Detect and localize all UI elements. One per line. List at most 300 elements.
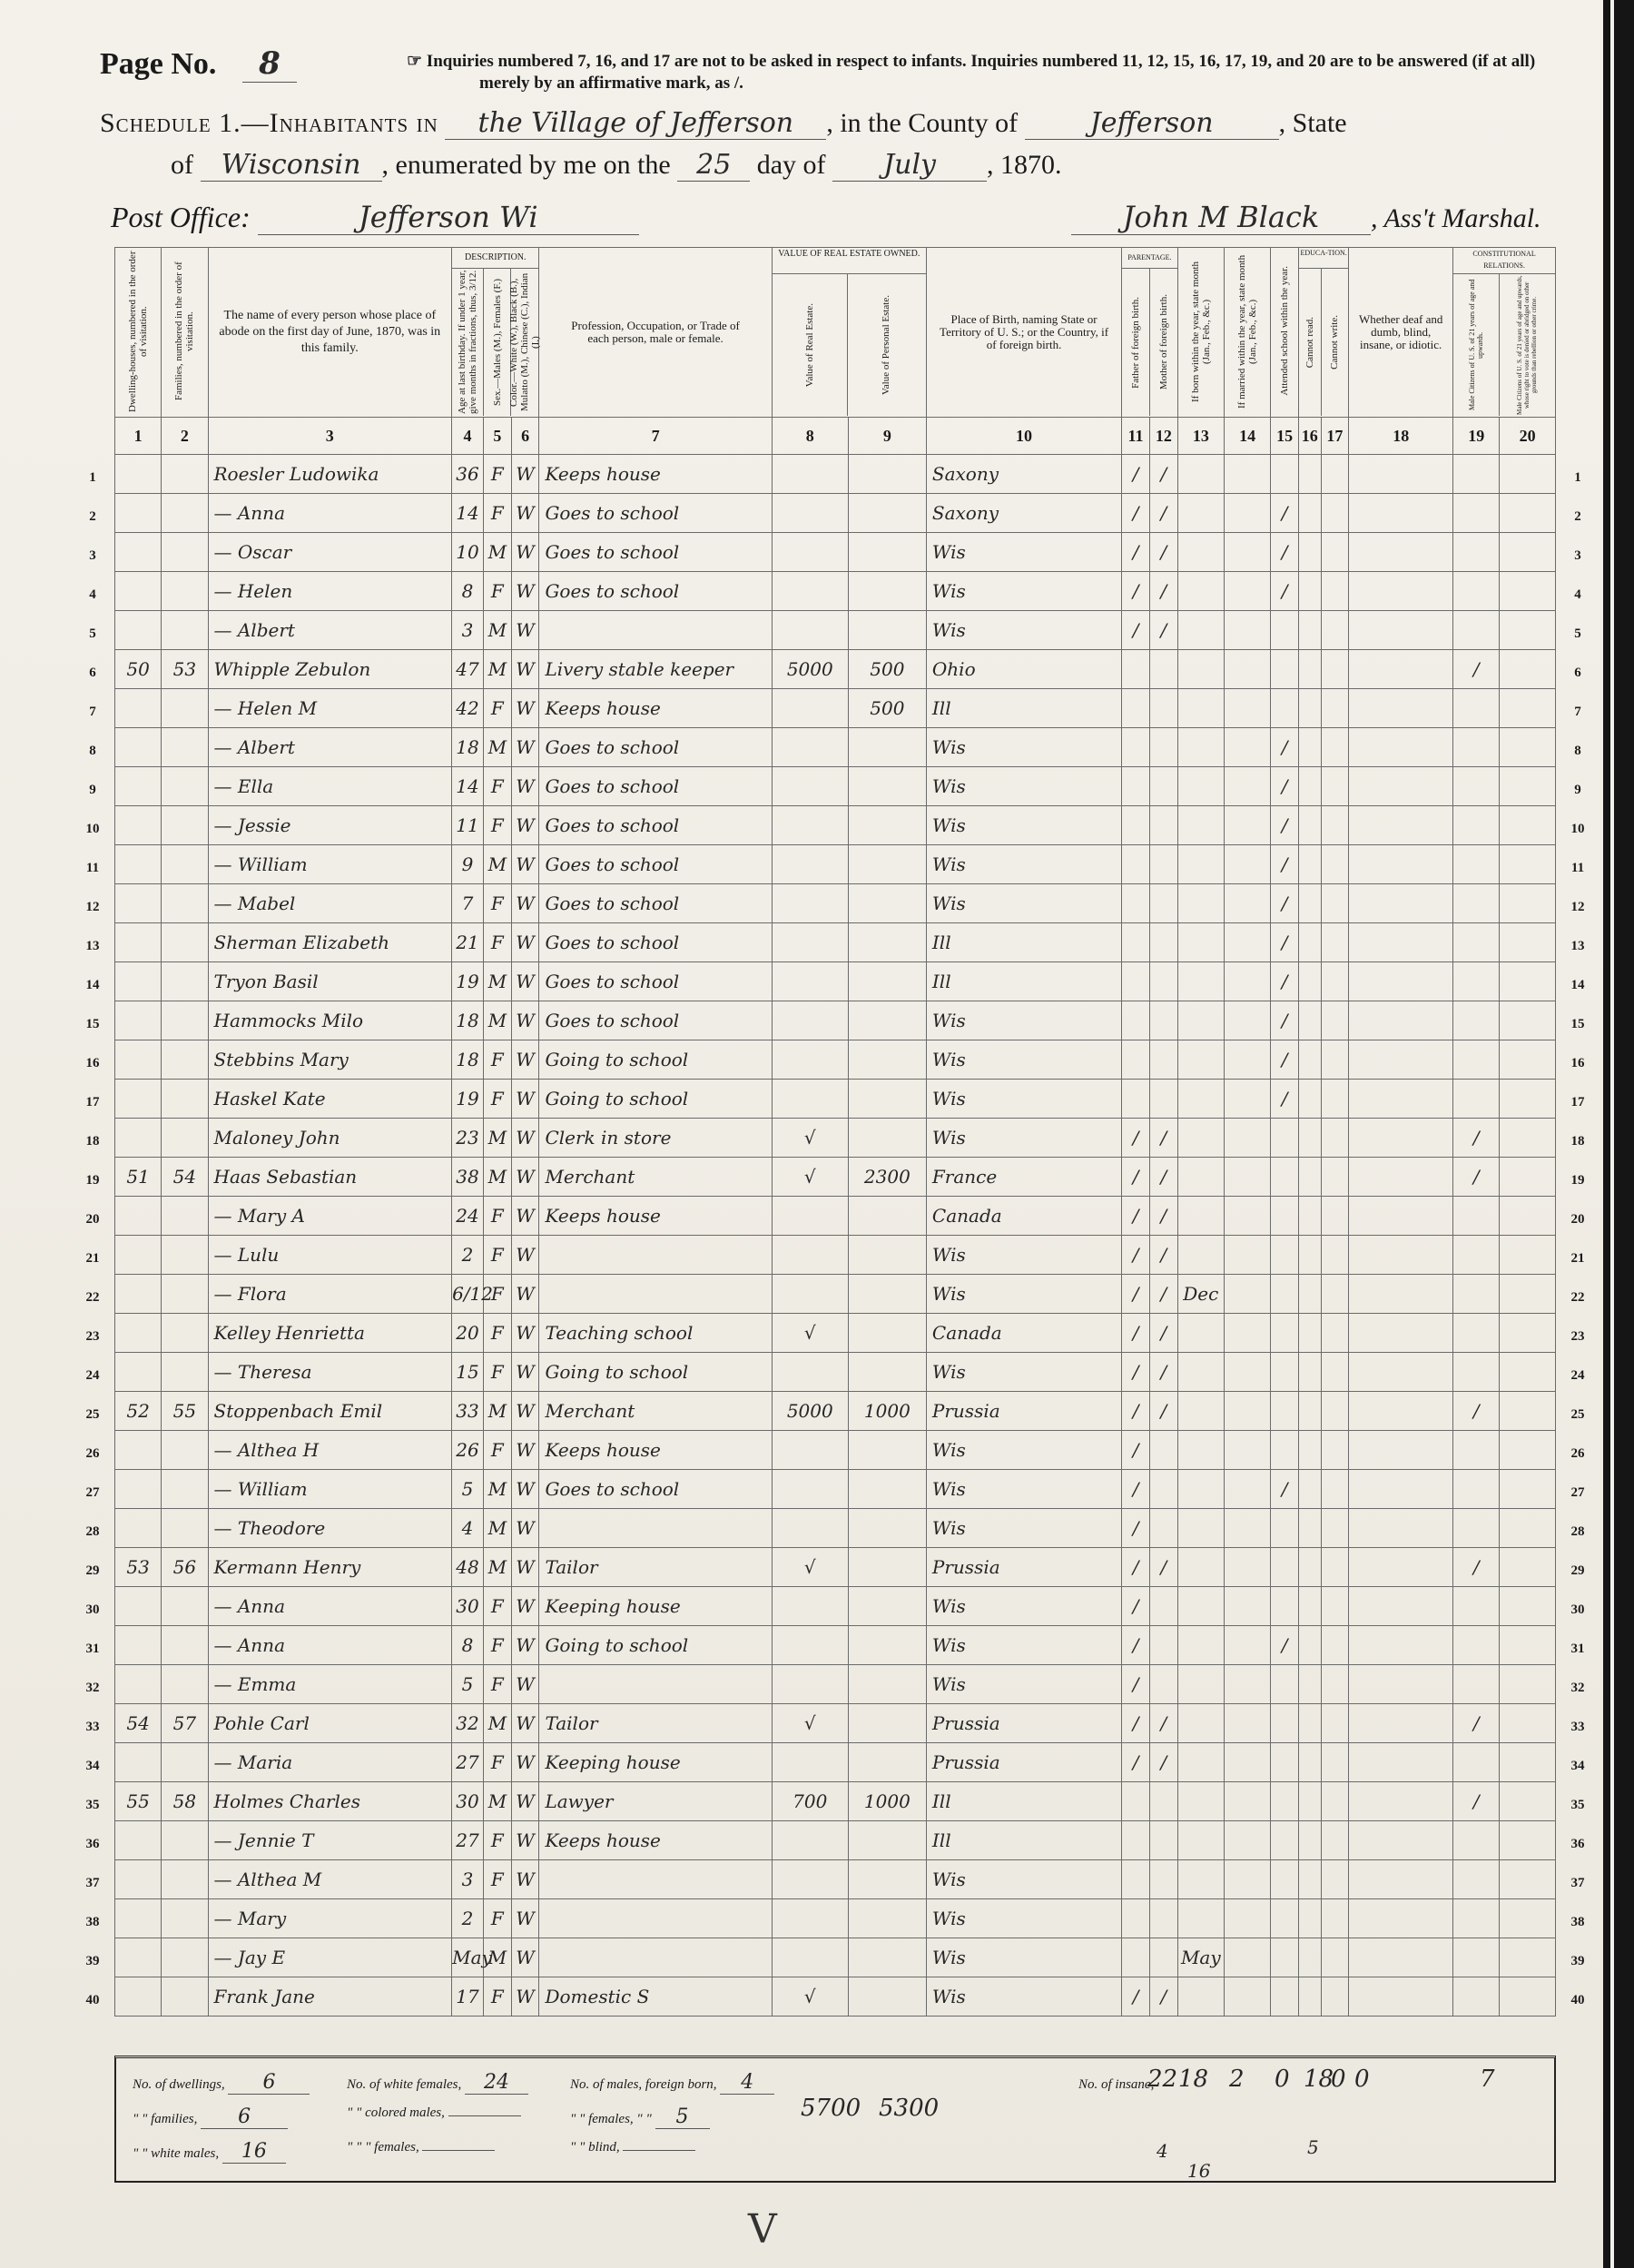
- cannot-write: [1321, 1353, 1349, 1392]
- total-personal-estate: 5300: [879, 2095, 940, 2122]
- row-number: 38: [85, 1915, 100, 1929]
- father-foreign: [1122, 1899, 1150, 1938]
- birthplace: Wis: [926, 767, 1121, 806]
- sex: M: [483, 1119, 511, 1158]
- cannot-write: [1321, 767, 1349, 806]
- family-number: 58: [162, 1782, 208, 1821]
- disability: [1349, 494, 1453, 533]
- father-foreign: /: [1122, 1665, 1150, 1704]
- personal-estate-value: [848, 1938, 926, 1977]
- occupation: Goes to school: [539, 923, 772, 962]
- attended-school: [1271, 1119, 1299, 1158]
- row-number: 17: [1570, 1095, 1585, 1109]
- table-row: [115, 728, 1556, 767]
- real-estate-value: [772, 1899, 848, 1938]
- col-11-header: Father of foreign birth.: [1122, 269, 1150, 416]
- mother-foreign: [1149, 1938, 1177, 1977]
- family-number: [162, 1470, 208, 1509]
- occupation: Keeps house: [539, 455, 772, 494]
- attended-school: [1271, 1548, 1299, 1587]
- mother-foreign: [1149, 1899, 1177, 1938]
- vote-denied: [1500, 1509, 1556, 1548]
- real-estate-value: √: [772, 1977, 848, 2017]
- married-within-year: [1224, 1236, 1270, 1275]
- color: W: [511, 650, 539, 689]
- attended-school: /: [1271, 1001, 1299, 1040]
- mother-foreign: [1149, 845, 1177, 884]
- sex: M: [483, 1938, 511, 1977]
- personal-estate-value: [848, 806, 926, 845]
- occupation: Goes to school: [539, 494, 772, 533]
- blind-count: " " blind,: [570, 2140, 695, 2155]
- mother-foreign: /: [1149, 455, 1177, 494]
- sex: F: [483, 1275, 511, 1314]
- marshal-label: , Ass't Marshal.: [1371, 203, 1541, 233]
- col-17-header: Cannot write.: [1329, 315, 1341, 370]
- table-row: [115, 1314, 1556, 1353]
- cannot-write: [1321, 1548, 1349, 1587]
- father-foreign: [1122, 845, 1150, 884]
- sex: M: [483, 533, 511, 572]
- table-row: [115, 806, 1556, 845]
- mother-foreign: /: [1149, 1977, 1177, 2017]
- vote-denied: [1500, 1899, 1556, 1938]
- married-within-year: [1224, 845, 1270, 884]
- born-within-year: [1177, 1158, 1224, 1197]
- marshal-signature: John M Black: [1071, 200, 1371, 235]
- row-number: 33: [1570, 1720, 1585, 1734]
- mother-foreign: /: [1149, 572, 1177, 611]
- person-name: — Albert: [208, 611, 452, 650]
- cannot-write: [1321, 1119, 1349, 1158]
- father-foreign: [1122, 1860, 1150, 1899]
- born-within-year: [1177, 1314, 1224, 1353]
- personal-estate-value: [848, 1197, 926, 1236]
- mother-foreign: /: [1149, 1197, 1177, 1236]
- row-number: 24: [1570, 1368, 1585, 1383]
- born-within-year: [1177, 1080, 1224, 1119]
- sex: M: [483, 1782, 511, 1821]
- age: 3: [452, 1860, 484, 1899]
- born-within-year: [1177, 1587, 1224, 1626]
- family-number: [162, 1314, 208, 1353]
- personal-estate-value: 500: [848, 650, 926, 689]
- table-row: [115, 767, 1556, 806]
- real-estate-value: [772, 455, 848, 494]
- page-edge: [1603, 0, 1634, 2268]
- cannot-read: [1298, 1236, 1321, 1275]
- color: W: [511, 1899, 539, 1938]
- row-number: 14: [1570, 978, 1585, 992]
- pointing-hand-icon: ☞: [407, 52, 423, 71]
- sex: F: [483, 494, 511, 533]
- male-citizen: /: [1453, 1119, 1500, 1158]
- color: W: [511, 611, 539, 650]
- sex: F: [483, 1040, 511, 1080]
- disability: [1349, 1509, 1453, 1548]
- father-foreign: /: [1122, 533, 1150, 572]
- color: W: [511, 533, 539, 572]
- born-within-year: [1177, 1392, 1224, 1431]
- row-number: 32: [1570, 1681, 1585, 1695]
- row-number: 4: [1574, 587, 1581, 602]
- table-row: [115, 1860, 1556, 1899]
- column-number-14: 14: [1224, 418, 1270, 455]
- real-estate-value: [772, 923, 848, 962]
- birthplace: Wis: [926, 728, 1121, 767]
- family-number: 57: [162, 1704, 208, 1743]
- page-number-line: [100, 45, 297, 83]
- row-number: 19: [85, 1173, 100, 1188]
- married-within-year: [1224, 806, 1270, 845]
- personal-estate-value: [848, 494, 926, 533]
- row-number: 20: [85, 1212, 100, 1227]
- age: 32: [452, 1704, 484, 1743]
- dwelling-number: [115, 1938, 162, 1977]
- vote-denied: [1500, 1587, 1556, 1626]
- color: W: [511, 1353, 539, 1392]
- color: W: [511, 728, 539, 767]
- age: 6/12: [452, 1275, 484, 1314]
- row-number: 35: [1570, 1798, 1585, 1812]
- sex: F: [483, 1977, 511, 2017]
- dwelling-number: [115, 728, 162, 767]
- male-citizen: [1453, 1899, 1500, 1938]
- birthplace: Wis: [926, 1938, 1121, 1977]
- row-number: 26: [1570, 1446, 1585, 1461]
- male-citizen: [1453, 728, 1500, 767]
- dwelling-number: [115, 884, 162, 923]
- born-within-year: [1177, 1821, 1224, 1860]
- disability: [1349, 1587, 1453, 1626]
- color: W: [511, 1470, 539, 1509]
- row-number: 38: [1570, 1915, 1585, 1929]
- family-number: [162, 1665, 208, 1704]
- cannot-write: [1321, 1665, 1349, 1704]
- real-estate-value: [772, 728, 848, 767]
- extra-mark-16: 16: [1187, 2160, 1211, 2182]
- family-number: [162, 923, 208, 962]
- attended-school: /: [1271, 1626, 1299, 1665]
- year-label: , 1870.: [987, 150, 1062, 180]
- age: 42: [452, 689, 484, 728]
- attended-school: [1271, 1899, 1299, 1938]
- personal-estate-value: [848, 1626, 926, 1665]
- state-field: Wisconsin: [201, 149, 382, 182]
- disability: [1349, 455, 1453, 494]
- row-number: 28: [1570, 1524, 1585, 1539]
- born-within-year: [1177, 1977, 1224, 2017]
- disability: [1349, 1782, 1453, 1821]
- cannot-write: [1321, 533, 1349, 572]
- dwelling-number: [115, 1509, 162, 1548]
- family-number: [162, 884, 208, 923]
- birthplace: Wis: [926, 806, 1121, 845]
- born-within-year: [1177, 455, 1224, 494]
- person-name: — Jessie: [208, 806, 452, 845]
- father-foreign: /: [1122, 1470, 1150, 1509]
- column-number-4: 4: [452, 418, 484, 455]
- age: 21: [452, 923, 484, 962]
- row-number: 29: [85, 1563, 100, 1578]
- father-foreign: /: [1122, 1314, 1150, 1353]
- total-born-within-year: 2: [1229, 2066, 1245, 2093]
- row-number: 40: [1570, 1993, 1585, 2007]
- disability: [1349, 1040, 1453, 1080]
- male-citizen: [1453, 533, 1500, 572]
- father-foreign: /: [1122, 1704, 1150, 1743]
- disability: [1349, 611, 1453, 650]
- cannot-write: [1321, 1938, 1349, 1977]
- age: 14: [452, 767, 484, 806]
- family-number: [162, 962, 208, 1001]
- birthplace: Wis: [926, 1080, 1121, 1119]
- occupation: [539, 1938, 772, 1977]
- mother-foreign: /: [1149, 1548, 1177, 1587]
- vote-denied: [1500, 1821, 1556, 1860]
- cannot-read: [1298, 962, 1321, 1001]
- family-number: 56: [162, 1548, 208, 1587]
- male-citizen: [1453, 1236, 1500, 1275]
- personal-estate-value: [848, 1431, 926, 1470]
- attended-school: [1271, 1197, 1299, 1236]
- person-name: Stebbins Mary: [208, 1040, 452, 1080]
- married-within-year: [1224, 1860, 1270, 1899]
- vote-denied: [1500, 689, 1556, 728]
- disability: [1349, 1353, 1453, 1392]
- father-foreign: [1122, 1938, 1150, 1977]
- col-5-header: Sex.—Males (M.), Females (F.): [484, 269, 512, 416]
- mother-foreign: [1149, 1587, 1177, 1626]
- father-foreign: [1122, 1080, 1150, 1119]
- row-number: 33: [85, 1720, 100, 1734]
- person-name: — Ella: [208, 767, 452, 806]
- occupation: Goes to school: [539, 806, 772, 845]
- cannot-write: [1321, 1470, 1349, 1509]
- row-number: 2: [89, 509, 96, 524]
- row-number: 14: [85, 978, 100, 992]
- disability: [1349, 1197, 1453, 1236]
- cannot-read: [1298, 806, 1321, 845]
- mother-foreign: [1149, 1509, 1177, 1548]
- occupation: Goes to school: [539, 884, 772, 923]
- cannot-read: [1298, 728, 1321, 767]
- married-within-year: [1224, 1001, 1270, 1040]
- disability: [1349, 1431, 1453, 1470]
- row-number: 11: [1570, 861, 1585, 875]
- cannot-read: [1298, 1158, 1321, 1197]
- dwelling-number: [115, 494, 162, 533]
- disability: [1349, 1236, 1453, 1275]
- cannot-read: [1298, 1938, 1321, 1977]
- male-citizen: /: [1453, 1782, 1500, 1821]
- personal-estate-value: [848, 1821, 926, 1860]
- row-number: 5: [89, 626, 96, 641]
- dwellings-count: No. of dwellings, 6: [133, 2071, 310, 2095]
- sex: F: [483, 572, 511, 611]
- occupation: Keeps house: [539, 1197, 772, 1236]
- married-within-year: [1224, 1548, 1270, 1587]
- real-estate-value: [772, 1470, 848, 1509]
- father-foreign: [1122, 1040, 1150, 1080]
- cannot-write: [1321, 1197, 1349, 1236]
- married-within-year: [1224, 728, 1270, 767]
- dwelling-number: [115, 1821, 162, 1860]
- dwelling-number: 54: [115, 1704, 162, 1743]
- table-row: [115, 1509, 1556, 1548]
- married-within-year: [1224, 1938, 1270, 1977]
- personal-estate-value: [848, 1353, 926, 1392]
- married-within-year: [1224, 923, 1270, 962]
- page-number: 8: [242, 45, 297, 83]
- male-citizen: [1453, 1509, 1500, 1548]
- of-label: of: [171, 150, 193, 180]
- color: W: [511, 1080, 539, 1119]
- real-estate-value: [772, 1665, 848, 1704]
- age: 24: [452, 1197, 484, 1236]
- occupation: [539, 1236, 772, 1275]
- attended-school: [1271, 1353, 1299, 1392]
- age: 30: [452, 1587, 484, 1626]
- birthplace: Ohio: [926, 650, 1121, 689]
- color: W: [511, 923, 539, 962]
- row-number: 27: [1570, 1485, 1585, 1500]
- dwelling-number: [115, 1236, 162, 1275]
- person-name: Haas Sebastian: [208, 1158, 452, 1197]
- birthplace: Canada: [926, 1314, 1121, 1353]
- row-number: 28: [85, 1524, 100, 1539]
- personal-estate-value: [848, 767, 926, 806]
- born-within-year: [1177, 1197, 1224, 1236]
- father-foreign: [1122, 728, 1150, 767]
- enumeration-line: [171, 149, 1062, 182]
- real-estate-value: [772, 1626, 848, 1665]
- dwelling-number: [115, 845, 162, 884]
- row-number: 25: [85, 1407, 100, 1422]
- occupation: Merchant: [539, 1158, 772, 1197]
- row-number: 19: [1570, 1173, 1585, 1188]
- row-number: 18: [85, 1134, 100, 1149]
- vote-denied: [1500, 923, 1556, 962]
- occupation: Keeps house: [539, 1431, 772, 1470]
- personal-estate-value: [848, 533, 926, 572]
- color: W: [511, 1392, 539, 1431]
- born-within-year: [1177, 1431, 1224, 1470]
- occupation: Livery stable keeper: [539, 650, 772, 689]
- personal-estate-value: [848, 845, 926, 884]
- county-label: , in the County of: [826, 108, 1019, 138]
- table-row: [115, 962, 1556, 1001]
- total-citizens: 7: [1480, 2066, 1495, 2093]
- row-number: 27: [85, 1485, 100, 1500]
- census-rows: [115, 455, 1556, 2017]
- male-citizen: [1453, 1197, 1500, 1236]
- personal-estate-value: [848, 962, 926, 1001]
- father-foreign: [1122, 923, 1150, 962]
- married-within-year: [1224, 1626, 1270, 1665]
- vote-denied: [1500, 1626, 1556, 1665]
- disability: [1349, 1938, 1453, 1977]
- born-within-year: [1177, 767, 1224, 806]
- birthplace: Prussia: [926, 1548, 1121, 1587]
- family-number: [162, 1353, 208, 1392]
- dwelling-number: 50: [115, 650, 162, 689]
- cannot-read: [1298, 533, 1321, 572]
- male-citizen: [1453, 767, 1500, 806]
- age: 48: [452, 1548, 484, 1587]
- row-number: 13: [1570, 939, 1585, 953]
- married-within-year: [1224, 1158, 1270, 1197]
- person-name: — Jennie T: [208, 1821, 452, 1860]
- male-citizen: [1453, 884, 1500, 923]
- father-foreign: [1122, 806, 1150, 845]
- father-foreign: /: [1122, 1743, 1150, 1782]
- vote-denied: [1500, 1001, 1556, 1040]
- col-13-header: If born within the year, state month (Jan., Feb., &c.): [1177, 248, 1224, 418]
- occupation: Goes to school: [539, 845, 772, 884]
- person-name: — Theresa: [208, 1353, 452, 1392]
- dwelling-number: [115, 1431, 162, 1470]
- table-row: [115, 494, 1556, 533]
- age: 30: [452, 1782, 484, 1821]
- male-citizen: [1453, 1743, 1500, 1782]
- mother-foreign: [1149, 1665, 1177, 1704]
- birthplace: Wis: [926, 533, 1121, 572]
- mother-foreign: [1149, 806, 1177, 845]
- married-within-year: [1224, 1782, 1270, 1821]
- family-number: 53: [162, 650, 208, 689]
- row-number: 24: [85, 1368, 100, 1383]
- vote-denied: [1500, 1392, 1556, 1431]
- married-within-year: [1224, 572, 1270, 611]
- table-row: [115, 1040, 1556, 1080]
- family-number: [162, 1040, 208, 1080]
- vote-denied: [1500, 1470, 1556, 1509]
- cannot-write: [1321, 1431, 1349, 1470]
- row-number: 26: [85, 1446, 100, 1461]
- row-number: 21: [1570, 1251, 1585, 1266]
- row-number: 5: [1574, 626, 1581, 641]
- father-foreign: /: [1122, 1509, 1150, 1548]
- male-citizen: [1453, 962, 1500, 1001]
- married-within-year: [1224, 1743, 1270, 1782]
- personal-estate-value: [848, 1587, 926, 1626]
- row-number: 3: [89, 548, 96, 563]
- personal-estate-value: [848, 1704, 926, 1743]
- person-name: — Mabel: [208, 884, 452, 923]
- father-foreign: /: [1122, 1236, 1150, 1275]
- real-estate-value: [772, 884, 848, 923]
- foreign-males-count: No. of males, foreign born, 4: [570, 2071, 774, 2095]
- person-name: Hammocks Milo: [208, 1001, 452, 1040]
- attended-school: [1271, 1392, 1299, 1431]
- color: W: [511, 1626, 539, 1665]
- disability: [1349, 1314, 1453, 1353]
- birthplace: Wis: [926, 1275, 1121, 1314]
- real-estate-group-header: VALUE OF REAL ESTATE OWNED. Value of Real Estate. Value of Personal Estate.: [772, 248, 926, 418]
- post-office-field: Jefferson Wi: [258, 200, 639, 235]
- row-number: 23: [1570, 1329, 1585, 1344]
- personal-estate-value: [848, 1080, 926, 1119]
- birthplace: Wis: [926, 1665, 1121, 1704]
- attended-school: [1271, 1509, 1299, 1548]
- dwelling-number: 52: [115, 1392, 162, 1431]
- row-number: 29: [1570, 1563, 1585, 1578]
- age: 5: [452, 1665, 484, 1704]
- age: 20: [452, 1314, 484, 1353]
- married-within-year: [1224, 1314, 1270, 1353]
- age: 3: [452, 611, 484, 650]
